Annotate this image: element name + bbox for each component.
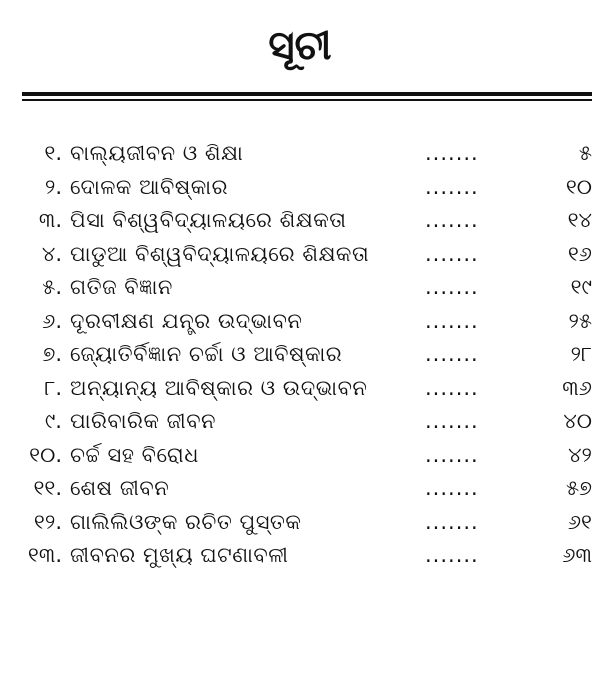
toc-entry-number: ୧୧. [33,476,62,500]
toc-entry-page: ୪୦ [563,409,592,433]
toc-entry [0,539,600,573]
toc-entry-title: ଦୋଳକ ଆବିଷ୍କାର [70,174,228,199]
toc-entry-title: ଚର୍ଚ୍ଚ ସହ ବିରୋଧ [70,442,199,467]
toc-entry-title: ପିସା ବିଶ୍ୱବିଦ୍ୟାଳୟରେ ଶିକ୍ଷକତା [70,208,347,232]
toc-entry-title: ବାଲ୍ୟଜୀବନ ଓ ଶିକ୍ଷା [70,141,244,165]
toc-entry-number: ୧୦. [29,442,62,467]
toc-entry-page: ୧୦ [565,174,592,199]
toc-entry-page: ୬୧ [567,509,592,534]
toc-entry-page: ୧୪ [567,208,592,232]
toc-entry-page: ୩୬ [562,375,592,400]
toc-leader-dots: ....... [425,275,479,299]
toc-entry-number: ୫. [42,275,62,299]
toc-leader-dots: ....... [425,476,479,500]
toc-entry-number: ୧୩. [27,543,62,567]
toc-entry-title: ପାଡୁଆ ବିଶ୍ୱବିଦ୍ୟାଳୟରେ ଶିକ୍ଷକତା [70,241,370,266]
toc-entry-page: ୨୫ [568,308,592,333]
toc-entry-number: ୭. [42,342,62,366]
toc-entry [0,338,600,372]
toc-entry-number: ୧୨. [33,509,62,534]
toc-leader-dots: ....... [425,509,479,534]
toc-entry [0,472,600,506]
toc-entry-title: ଶେଷ ଜୀବନ [70,476,170,500]
toc-entry [0,372,600,406]
toc-entry [0,238,600,272]
toc-entry-title: ଜୀବନର ମୁଖ୍ୟ ଘଟଣାବଳୀ [70,543,289,567]
toc-entry-number: ୪. [41,241,62,266]
toc-entry [0,137,600,171]
toc-entry-page: ୪୨ [568,442,592,467]
toc-entry-title: ଜ୍ୟୋତିର୍ବିଜ୍ଞାନ ଚର୍ଚ୍ଚା ଓ ଆବିଷ୍କାର [70,342,343,366]
toc-leader-dots: ....... [425,442,479,467]
toc-leader-dots: ....... [425,174,479,199]
toc-entry-page: ୬୩ [562,543,592,567]
toc-entry-title: ଗାଲିଲିଓଙ୍କ ରଚିତ ପୁସ୍ତକ [70,509,302,534]
toc-leader-dots: ....... [425,208,479,232]
toc-entry-title: ଗତିଜ ବିଜ୍ଞାନ [70,275,173,299]
toc-entry-title: ପାରିବାରିକ ଜୀବନ [70,409,217,433]
toc-leader-dots: ....... [425,409,479,433]
title-divider-thin [22,99,592,101]
toc-entry [0,271,600,305]
toc-entry-page: ୫ [578,141,592,165]
toc-leader-dots: ....... [425,308,479,333]
toc-entry [0,204,600,238]
title-divider-thick [22,92,592,96]
toc-entry-number: ୩. [38,208,62,232]
toc-entry [0,171,600,205]
toc-entry-page: ୧୯ [570,275,592,299]
toc-leader-dots: ....... [425,241,479,266]
toc-entry-page: ୫୭ [566,476,592,500]
toc-entry-number: ୮. [44,375,62,400]
toc-entry [0,305,600,339]
toc-leader-dots: ....... [425,375,479,400]
toc-entry-title: ଦୂରବୀକ୍ଷଣ ଯନ୍ତ୍ର ଉଦ୍ଭାବନ [70,308,303,333]
page-title: ସୂଚୀ [268,23,332,69]
toc-leader-dots: ....... [425,141,479,165]
table-of-contents [0,137,600,573]
toc-leader-dots: ....... [425,543,479,567]
toc-entry [0,506,600,540]
toc-entry [0,439,600,473]
toc-entry-page: ୨୮ [570,342,592,366]
toc-entry-number: ୧. [44,141,62,165]
toc-entry-number: ୬. [42,308,62,333]
toc-entry [0,405,600,439]
toc-leader-dots: ....... [425,342,479,366]
toc-entry-page: ୧୬ [567,241,592,266]
toc-entry-title: ଅନ୍ୟାନ୍ୟ ଆବିଷ୍କାର ଓ ଉଦ୍ଭାବନ [70,375,368,400]
toc-entry-number: ୨. [44,174,62,199]
toc-entry-number: ୯. [44,409,62,433]
